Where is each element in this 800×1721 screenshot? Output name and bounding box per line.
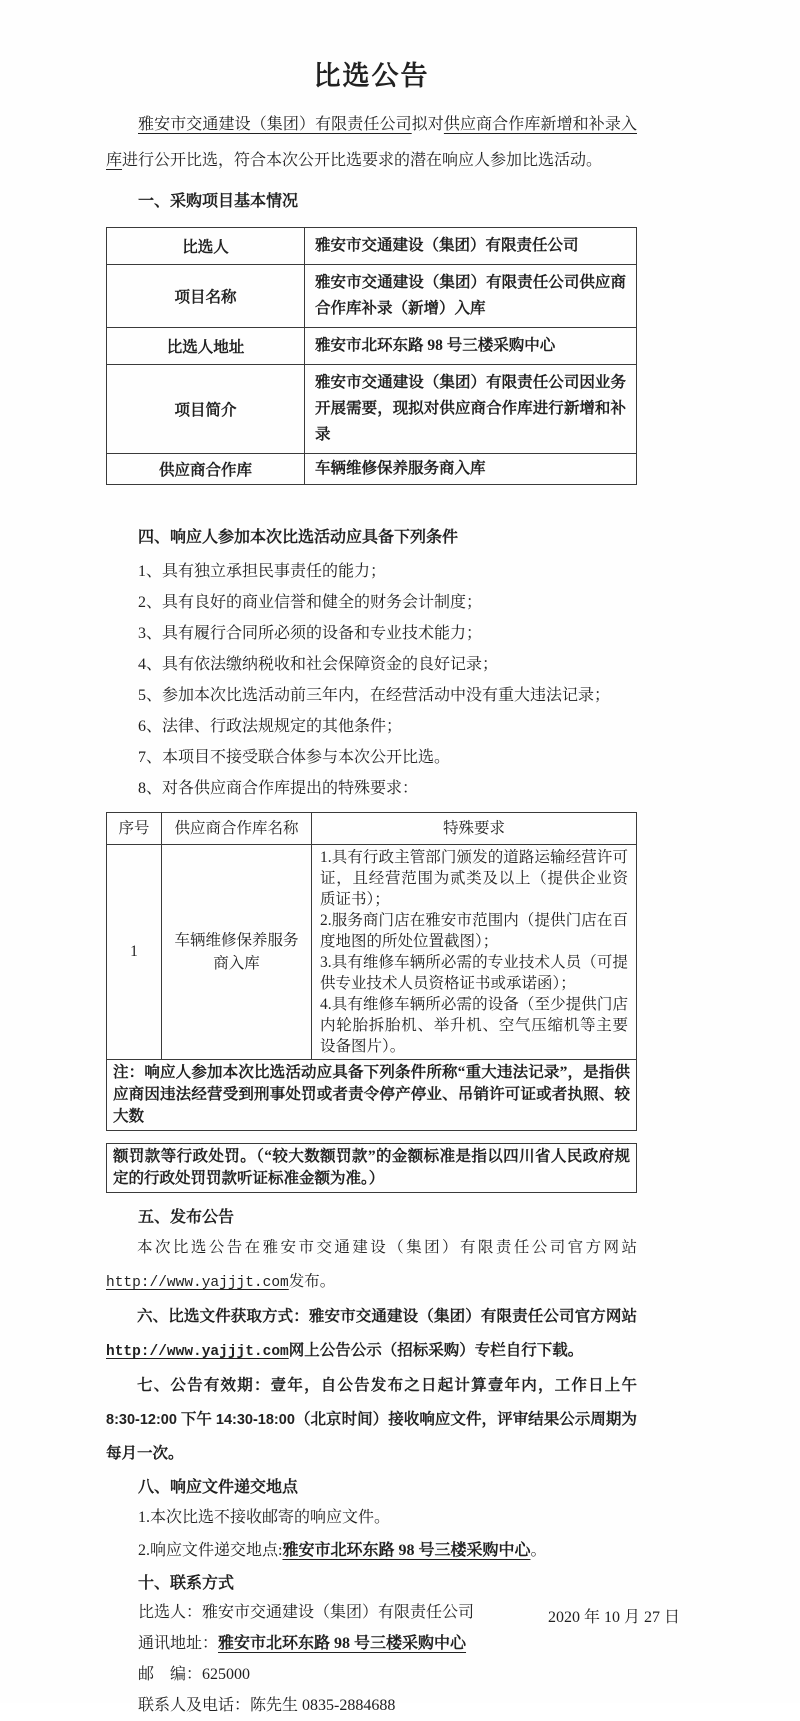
row-label-bidder-address: 比选人地址 [107, 328, 305, 365]
section6-paragraph [106, 1300, 637, 1369]
cell-serial-number: 1 [107, 845, 162, 1060]
document-content [106, 0, 637, 1721]
list-item: 1.本次比选不接收邮寄的响应文件。 [138, 1509, 391, 1526]
table-row [107, 365, 637, 454]
row-value-supplier-pool: 车辆维修保养服务商入库 [305, 454, 637, 485]
section7-text-tail: （北京时间）接收响应文件，评审结果公示周期为每月一次。 [106, 1411, 637, 1462]
row-label-bidder: 比选人 [107, 228, 305, 265]
delivery-location-label: 2.响应文件递交地点: [138, 1542, 283, 1559]
intro-paragraph [106, 107, 637, 179]
section8-heading: 八、响应文件递交地点 [138, 1479, 299, 1496]
row-value-bidder-address: 雅安市北环东路 98 号三楼采购中心 [305, 328, 637, 365]
section5-heading: 五、发布公告 [138, 1209, 235, 1226]
contact-address-line [106, 1628, 637, 1659]
contact-address-underlined: 雅安市北环东路 98 号三楼采购中心 [218, 1635, 467, 1652]
list-item: 5、参加本次比选活动前三年内，在经营活动中没有重大违法记录； [138, 687, 611, 704]
requirement-line: 1.具有行政主管部门颁发的道路运输经营许可证，且经营范围为贰类及以上（提供企业资质证书）； [320, 849, 628, 908]
list-item: 3、具有履行合同所必须的设备和专业技术能力； [138, 625, 483, 642]
intro-rest-text: 进行公开比选，符合本次公开比选要求的潜在响应人参加比选活动。 [122, 152, 603, 169]
cell-special-requirements [312, 845, 637, 1060]
header-special-requirements: 特殊要求 [312, 813, 637, 845]
table-row [107, 328, 637, 365]
header-pool-name: 供应商合作库名称 [162, 813, 312, 845]
table-row [107, 845, 637, 1060]
contact-address-label: 通讯地址： [138, 1635, 219, 1652]
section6-text-after: 网上公告公示（招标采购）专栏自行下载。 [288, 1342, 584, 1359]
requirement-line: 4.具有维修车辆所必需的设备（至少提供门店内轮胎拆胎机、举升机、空气压缩机等主要设备图片）。 [320, 996, 628, 1055]
list-item: 6、法律、行政法规规定的其他条件； [138, 718, 403, 735]
special-requirements-table [106, 812, 637, 1060]
list-item [106, 1534, 637, 1567]
requirement-line: 3.具有维修车辆所必需的专业技术人员（可提供专业技术人员资格证书或承诺函）； [320, 954, 628, 992]
table-row [107, 454, 637, 485]
intro-subject-underlined: 供应商合作库新增和补录入库 [106, 116, 637, 169]
section4-heading: 四、响应人参加本次比选活动应具备下列条件 [138, 529, 459, 546]
intro-company-underlined: 雅安市交通建设（集团）有限责任公司 [138, 116, 412, 133]
morning-hours: 8:30-12:00 [106, 1412, 177, 1428]
table-row [107, 228, 637, 265]
delivery-location-end: 。 [530, 1542, 547, 1559]
basic-info-table-body [107, 228, 637, 485]
afternoon-hours: 14:30-18:00 [215, 1412, 295, 1428]
contact-bidder: 比选人：雅安市交通建设（集团）有限责任公司 [138, 1604, 475, 1621]
table-header-row [107, 813, 637, 845]
website-link[interactable]: http://www.yajjjt.com [106, 1344, 289, 1360]
list-item: 8、对各供应商合作库提出的特殊要求： [138, 780, 419, 797]
list-item: 7、本项目不接受联合体参与本次公开比选。 [138, 749, 451, 766]
contact-person-phone: 联系人及电话：陈先生 0835-2884688 [138, 1697, 396, 1714]
requirement-line: 2.服务商门店在雅安市范围内（提供门店在百度地图的所处位置截图）； [320, 912, 628, 950]
row-value-project-brief: 雅安市交通建设（集团）有限责任公司因业务开展需要，现拟对供应商合作库进行新增和补录 [305, 365, 637, 454]
list-item: 2、具有良好的商业信誉和健全的财务会计制度； [138, 594, 483, 611]
section6-text: 六、比选文件获取方式：雅安市交通建设（集团）有限责任公司官方网站 [137, 1308, 637, 1325]
basic-info-table [106, 227, 637, 485]
intro-mid-text: 拟对 [411, 116, 444, 133]
section7-text-afternoon: 下午 [176, 1411, 216, 1428]
header-serial-number: 序号 [107, 813, 162, 845]
section7-text-validity: 七、公告有效期：壹年，自公告发布之日起计算壹年内，工作日上午 [137, 1377, 637, 1394]
row-label-supplier-pool: 供应商合作库 [107, 454, 305, 485]
note-box-part1: 注：响应人参加本次比选活动应具备下列条件所称“重大违法记录”，是指供应商因违法经营受到刑事处罚或者责令停产停业、吊销许可证或者执照、较大数 [106, 1059, 637, 1131]
condition-list [106, 556, 637, 804]
row-label-project-brief: 项目简介 [107, 365, 305, 454]
section5-text-after: 发布。 [288, 1273, 336, 1290]
cell-pool-name: 车辆维修保养服务商入库 [162, 845, 312, 1060]
table-row [107, 265, 637, 328]
section5-paragraph [106, 1231, 637, 1300]
section5-text: 本次比选公告在雅安市交通建设（集团）有限责任公司官方网站 [137, 1239, 637, 1256]
delivery-address-underlined: 雅安市北环东路 98 号三楼采购中心 [282, 1542, 531, 1559]
section1-heading: 一、采购项目基本情况 [138, 193, 299, 210]
note-box-part2: 额罚款等行政处罚。（“较大数额罚款”的金额标准是指以四川省人民政府规定的行政处罚罚款听证标准金额为准。） [106, 1143, 637, 1193]
page-break-gap [106, 485, 637, 525]
section10-heading: 十、联系方式 [138, 1575, 235, 1592]
row-value-bidder: 雅安市交通建设（集团）有限责任公司 [305, 228, 637, 265]
list-item: 1、具有独立承担民事责任的能力； [138, 563, 387, 580]
row-value-project-name: 雅安市交通建设（集团）有限责任公司供应商合作库补录（新增）入库 [305, 265, 637, 328]
section7-paragraph [106, 1369, 637, 1471]
document-title: 比选公告 [313, 61, 430, 91]
row-label-project-name: 项目名称 [107, 265, 305, 328]
document-date: 2020 年 10 月 27 日 [547, 1609, 680, 1626]
website-link[interactable]: http://www.yajjjt.com [106, 1275, 289, 1291]
list-item: 4、具有依法缴纳税收和社会保障资金的良好记录； [138, 656, 499, 673]
contact-postcode: 邮 编：625000 [138, 1666, 251, 1683]
special-requirements-table-body [107, 813, 637, 1060]
